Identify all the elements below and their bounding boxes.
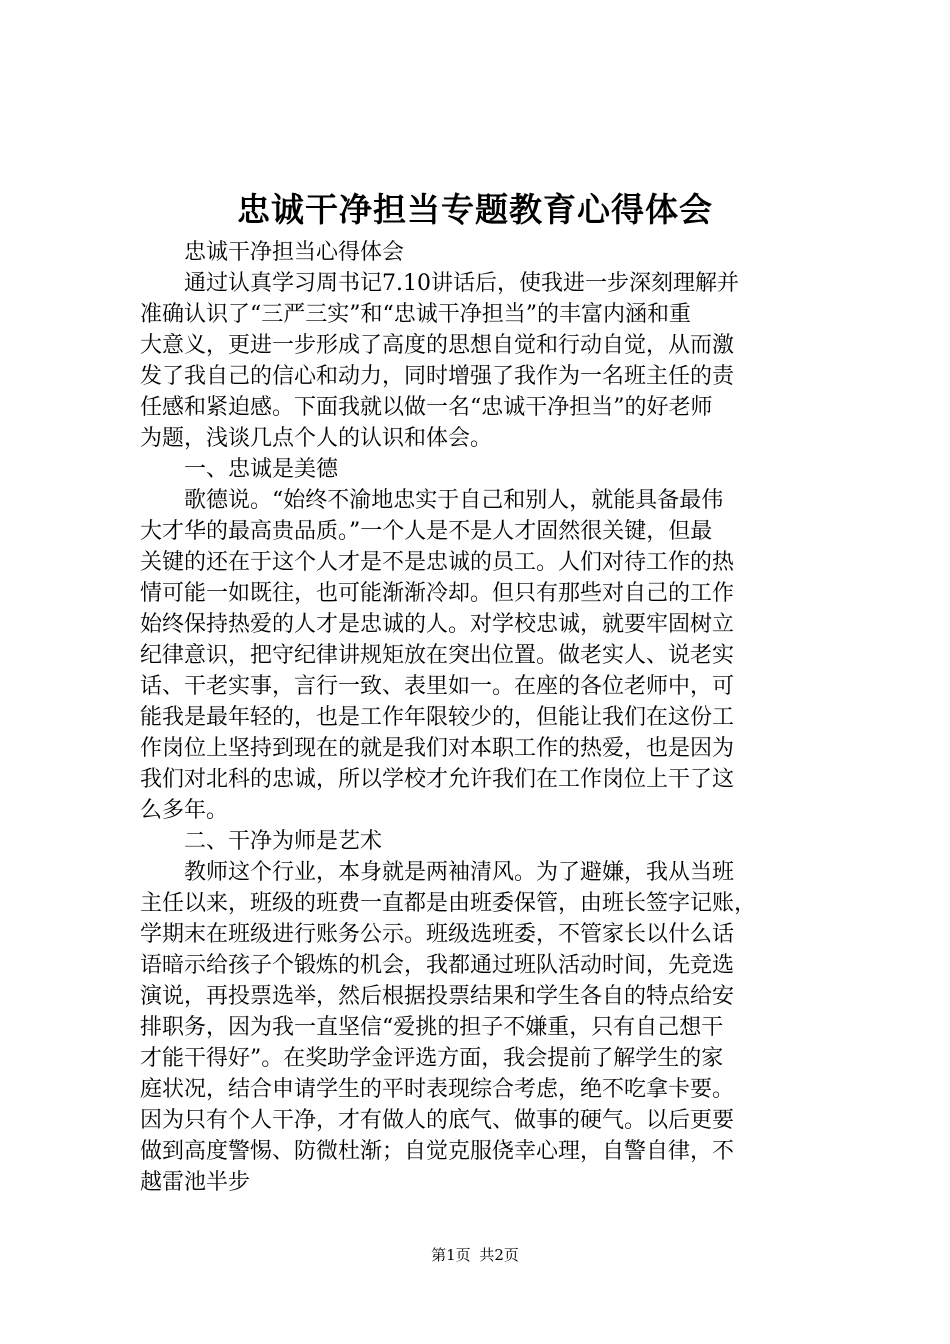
page-total: 共2页 [479,1246,519,1264]
text-line: 做到高度警惕、防微杜渐；自觉克服侥幸心理，自警自律，不 [140,1139,735,1164]
text-line: 学期末在班级进行账务公示。班级选班委，不管家长以什么话 [140,922,735,947]
text-line: 发了我自己的信心和动力，同时增强了我作为一名班主任的责 [140,364,735,389]
text-line: 我们对北科的忠诚，所以学校才允许我们在工作岗位上干了这 [140,767,735,792]
document-body [140,237,830,1198]
text-line: 始终保持热爱的人才是忠诚的人。对学校忠诚，就要牢固树立 [140,612,735,637]
text-line: 通过认真学习周书记7.10讲话后，使我进一步深刻理解并 [184,271,739,296]
text-line: 情可能一如既往，也可能渐渐冷却。但只有那些对自己的工作 [140,581,735,606]
text-line: 关键的还在于这个人才是不是忠诚的员工。人们对待工作的热 [140,550,735,575]
text-line: 歌德说。“始终不渝地忠实于自己和别人，就能具备最伟 [184,488,724,513]
text-line: 为题，浅谈几点个人的认识和体会。 [140,426,493,451]
text-line: 排职务，因为我一直坚信“爱挑的担子不嫌重，只有自己想干 [140,1015,724,1040]
text-line: 庭状况，结合申请学生的平时表现综合考虑，绝不吃拿卡要。 [140,1077,735,1102]
text-line: 因为只有个人干净，才有做人的底气、做事的硬气。以后更要 [140,1108,735,1133]
text-line: 能我是最年轻的，也是工作年限较少的，但能让我们在这份工 [140,705,735,730]
text-line: 话、干老实事，言行一致、表里如一。在座的各位老师中，可 [140,674,735,699]
text-line: 大才华的最高贵品质。”一个人是不是人才固然很关键，但最 [140,519,713,544]
text-line: 准确认识了“三严三实”和“忠诚干净担当”的丰富内涵和重 [140,302,691,327]
page-number: 第1页 [431,1246,471,1264]
text-line: 任感和紧迫感。下面我就以做一名“忠诚干净担当”的好老师 [140,395,713,420]
section-heading: 二、干净为师是艺术 [184,829,383,854]
section-heading: 一、忠诚是美德 [184,457,339,482]
text-line: 么多年。 [140,798,229,823]
text-line: 演说，再投票选举，然后根据投票结果和学生各自的特点给安 [140,984,735,1009]
text-line: 主任以来，班级的班费一直都是由班委保管，由班长签字记账， [140,891,757,916]
text-line: 教师这个行业，本身就是两袖清风。为了避嫌，我从当班 [184,860,735,885]
document-title: 忠诚干净担当专题教育心得体会 [237,190,713,229]
paragraph-heading: 忠诚干净担当心得体会 [184,240,405,265]
text-line: 纪律意识，把守纪律讲规矩放在突出位置。做老实人、说老实 [140,643,735,668]
text-line: 作岗位上坚持到现在的就是我们对本职工作的热爱，也是因为 [140,736,735,761]
text-line: 才能干得好”。在奖助学金评选方面，我会提前了解学生的家 [140,1046,724,1071]
page-footer [0,1245,950,1265]
text-line: 大意义，更进一步形成了高度的思想自觉和行动自觉，从而激 [140,333,735,358]
text-line: 语暗示给孩子个锻炼的机会，我都通过班队活动时间，先竞选 [140,953,735,978]
text-line: 越雷池半步 [140,1170,251,1195]
